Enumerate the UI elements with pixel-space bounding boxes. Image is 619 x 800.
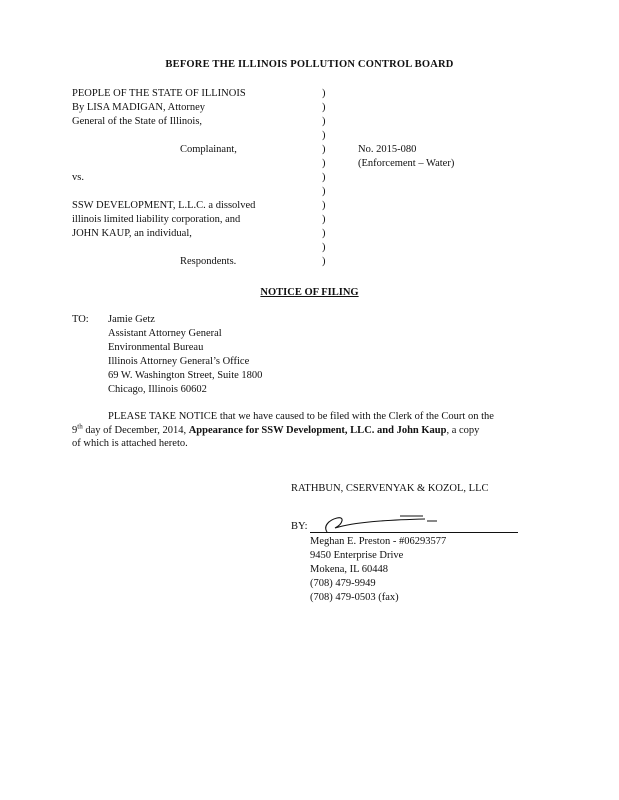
recipient-line-3: Environmental Bureau xyxy=(108,342,204,353)
complainant-role: Complainant, xyxy=(180,144,237,155)
recipient-line-1: Jamie Getz xyxy=(108,314,155,325)
body-line-1: PLEASE TAKE NOTICE that we have caused to be filed with the Clerk of the Court on the xyxy=(108,411,494,422)
attorney-line-5: (708) 479-0503 (fax) xyxy=(310,592,399,603)
notice-title: NOTICE OF FILING xyxy=(260,287,359,298)
by-label: BY: xyxy=(291,521,308,532)
complainant-line-2: By LISA MADIGAN, Attorney xyxy=(72,102,205,113)
complainant-line-3: General of the State of Illinois, xyxy=(72,116,203,127)
signature-line xyxy=(310,532,510,533)
document-heading: BEFORE THE ILLINOIS POLLUTION CONTROL BOARD xyxy=(165,59,454,70)
case-type: (Enforcement – Water) xyxy=(358,158,455,169)
attorney-line-3: Mokena, IL 60448 xyxy=(310,564,389,575)
recipient-address xyxy=(108,313,262,397)
complainant-line-1: PEOPLE OF THE STATE OF ILLINOIS xyxy=(72,88,246,99)
case-number: No. 2015-080 xyxy=(358,144,417,155)
filed-document-title: Appearance for SSW Development, LLC. and John Kaup xyxy=(188,424,447,436)
recipient-line-4: Illinois Attorney General’s Office xyxy=(108,356,250,367)
respondent-line-3: JOHN KAUP, an individual, xyxy=(72,228,192,239)
attorney-line-2: 9450 Enterprise Drive xyxy=(310,550,404,561)
caption-parties xyxy=(72,87,322,269)
recipient-line-2: Assistant Attorney General xyxy=(108,328,222,339)
caption-parentheses: ) ) ) ) ) ) ) ) ) ) ) ) ) xyxy=(322,88,326,267)
versus-label: vs. xyxy=(72,172,84,183)
attorney-line-4: (708) 479-9949 xyxy=(310,578,376,589)
signature-line-tail xyxy=(498,532,518,533)
to-label: TO: xyxy=(72,314,89,325)
respondent-line-2: illinois limited liability corporation, and xyxy=(72,214,241,225)
recipient-line-6: Chicago, Illinois 60602 xyxy=(108,384,207,395)
recipient-line-5: 69 W. Washington Street, Suite 1800 xyxy=(108,370,263,381)
notice-body xyxy=(72,410,552,451)
respondent-role: Respondents. xyxy=(180,256,237,267)
respondent-line-1: SSW DEVELOPMENT, L.L.C. a dissolved xyxy=(72,200,256,211)
body-line-2: 9th day of December, 2014, Appearance for SSW Development, LLC. and John Kaup, a copy xyxy=(72,422,480,436)
attorney-block xyxy=(310,535,446,605)
attorney-line-1: Meghan E. Preston - #06293577 xyxy=(310,536,447,547)
body-line-3: of which is attached hereto. xyxy=(72,438,188,449)
law-firm-name: RATHBUN, CSERVENYAK & KOZOL, LLC xyxy=(291,483,489,494)
